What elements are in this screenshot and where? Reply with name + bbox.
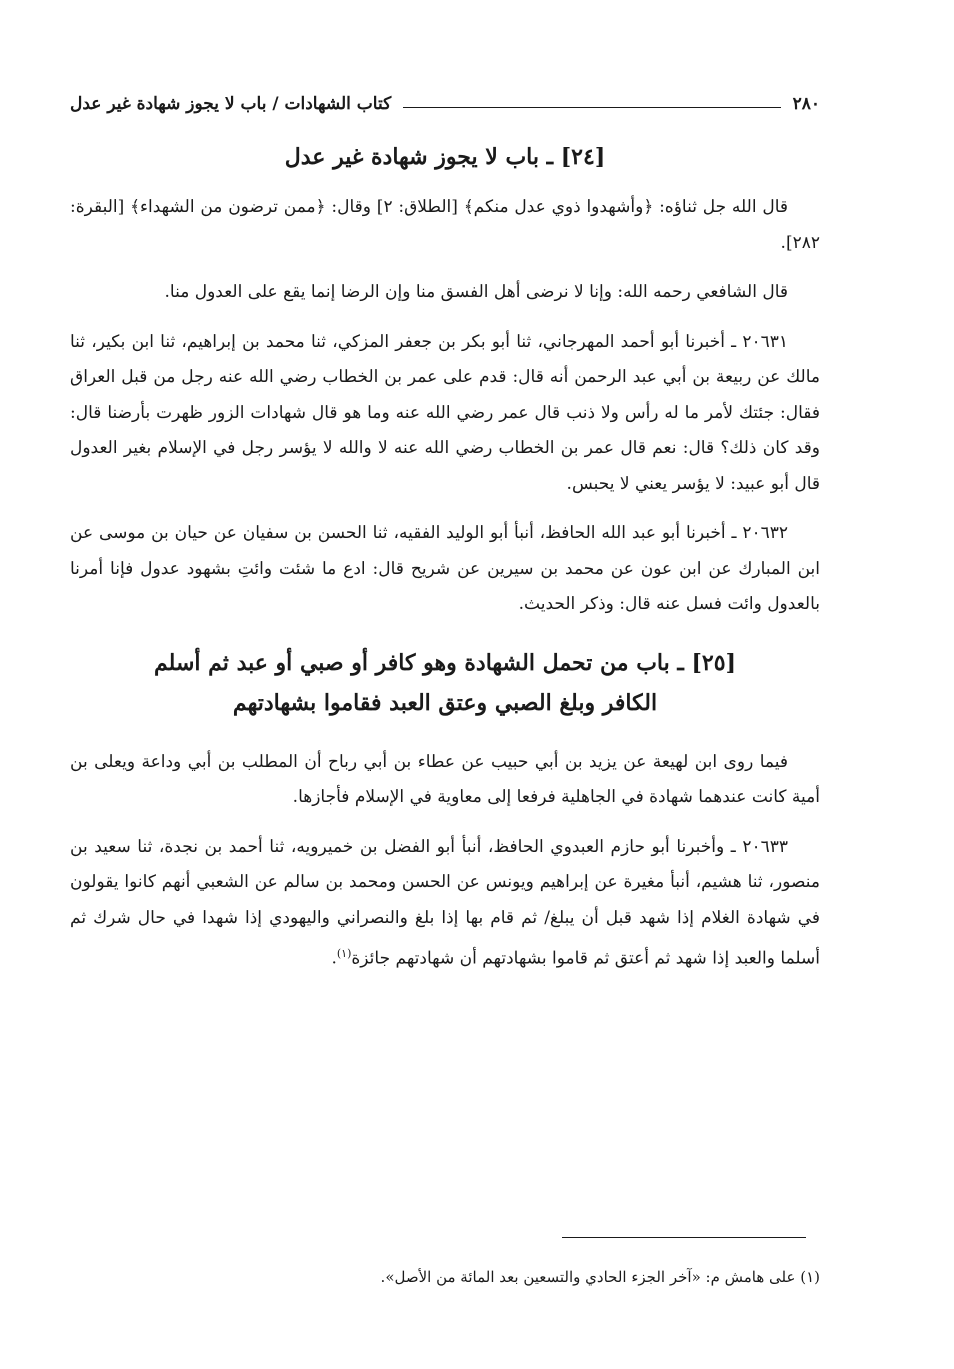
paragraph-last [70,830,820,978]
footnote-marker: (١) [336,947,352,960]
paragraph: ٢٠٦٣٢ ـ أخبرنا أبو عبد الله الحافظ، أنبأ أبو الوليد الفقيه، ثنا الحسن بن سفيان عن حيان بن موسى عن ابن المبارك عن ابن عون عن محمد بن سيرين عن شريح قال: ادع ما شئت وائتِ بشهود عدول فإنا أمرنا بالعدول وائت فسل عنه قال: وذكر الحديث. [70,523,820,614]
paragraph: فيما روى ابن لهيعة عن يزيد بن أبي حبيب عن عطاء بن أبي رباح أن المطلب بن أبي وداعة ويعلى بن أمية كانت عندهما شهادة في الجاهلية فرفعا إلى معاوية في الإسلام فأجازها. [70,751,820,807]
chapter-heading-25-line2: الكافر وبلغ الصبي وعتق العبد فقاموا بشهادتهم [232,689,658,716]
paragraph: ٢٠٦٣١ ـ أخبرنا أبو أحمد المهرجاني، ثنا أبو بكر بن جعفر المزكي، ثنا محمد بن إبراهيم، ثنا ابن بكير، ثنا مالك عن ربيعة بن أبي عبد الرحمن أنه قال: قدم على عمر بن الخطاب رضي الله عنه رجل من قبل العراق فقال: جئتك لأمر ما له رأس ولا ذنب قال عمر رضي الله عنه وما هو قال شهادات الزور ظهرت بأرضنا قال: وقد كان ذلك؟ قال: نعم قال عمر بن الخطاب رضي الله عنه لا والله لا يؤسر رجل في الإسلام بغير العدول قال أبو عبيد: لا يؤسر يعني لا يحبس. [70,331,820,494]
running-title: كتاب الشهادات / باب لا يجوز شهادة غير عدل [70,94,392,114]
header-rule [403,107,780,108]
paragraph-text: ٢٠٦٣٣ ـ وأخبرنا أبو حازم العبدوي الحافظ، أنبأ أبو الفضل بن خميرويه، ثنا أحمد بن نجدة، ثنا سعيد بن منصور، ثنا هشيم، أنبأ مغيرة عن إبراهيم ويونس عن الحسن ومحمد بن سالم عن الشعبي أنهم كانوا يقولون في شهادة الغلام إذا شهد قبل أن يبلغ/ ثم قام بها إذا بلغ والنصراني واليهودي إذا شهدا في حال شرك ثم أسلما والعبد إذا شهد ثم أعتق ثم قاموا بشهادتهم أن شهادتهم جائزة [70,836,820,969]
paragraph: قال الشافعي رحمه الله: وإنا لا نرضى أهل الفسق منا وإن الرضا إنما يقع على العدول منا. [164,282,788,302]
paragraph: قال الله جل ثناؤه: ﴿وأشهدوا ذوي عدل منكم﴾ [الطلاق: ٢] وقال: ﴿ممن ترضون من الشهداء﴾ [البقرة: ٢٨٢]. [70,197,820,253]
page-number: ٢٨٠ [792,94,820,114]
chapter-heading-25 [70,643,820,723]
page-header [70,90,820,118]
footnote: (١) على هامش م: «آخر الجزء الحادي والتسعين بعد المائة من الأصل». [380,1268,820,1286]
footnote-rule [562,1237,806,1238]
chapter-heading-25-line1: [٢٥] ـ باب من تحمل الشهادة وهو كافر أو صبي أو عبد ثم أسلم [154,649,736,676]
paragraph-end: . [331,948,337,969]
chapter-heading-24: [٢٤] ـ باب لا يجوز شهادة غير عدل [284,144,606,170]
page [70,90,820,991]
